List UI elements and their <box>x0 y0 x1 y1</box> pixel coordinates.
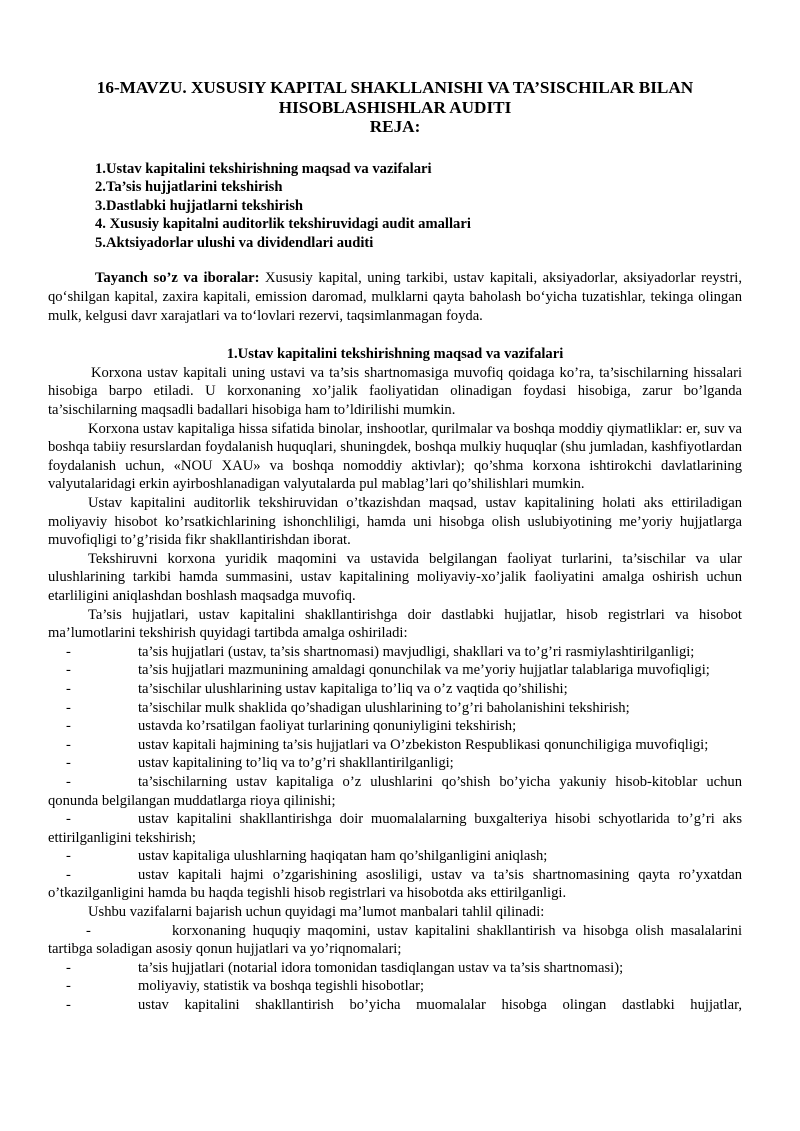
dash-marker: - <box>66 978 71 995</box>
dash-marker: - <box>66 773 71 790</box>
list-item: - ta’sis hujjatlari (notarial idora tomonidan tasdiqlangan ustav va ta’sis shartnomasi); <box>48 959 742 978</box>
list-item: - ustav kapitali hajmi o’zgarishining asosliligi, ustav va ta’sis shartnomasining qayta ro’yxatdan o’tkazilganligini hamda bu haqda tegishli hisob registrlari va hisobotda aks ettirilganligi. <box>48 866 742 902</box>
document-page <box>48 0 742 1015</box>
dash-marker: - <box>66 736 71 753</box>
dash-marker: - <box>66 699 71 716</box>
dash-marker: - <box>66 997 71 1014</box>
list-item: - korxonaning huquqiy maqomini, ustav kapitalini shakllantirish va hisobga olish masalalarini tartibga soladigan asosiy qonun hujjatlari va yo’riqnomalari; <box>48 922 742 958</box>
list-item: - moliyaviy, statistik va boshqa tegishli hisobotlar; <box>48 977 742 996</box>
list-item: - ta’sis hujjatlari mazmunining amaldagi qonunchilak va me’yoriy hujjatlar talablariga muvofiqligi; <box>48 661 742 680</box>
plan-item: 1.Ustav kapitalini tekshirishning maqsad va vazifalari <box>95 160 432 177</box>
title-line-2: HISOBLASHISHLAR AUDITI <box>278 97 512 117</box>
plan-list <box>48 160 742 253</box>
paragraph: Korxona ustav kapitali uning ustavi va ta’sis shartnomasiga muvofiq qoidaga ko’ra, ta’sischilarning hissalari hisobiga barpo etiladi. U korxonaning xo’jalik faoliyatidan olinadigan foydasi hisobiga, zarur bo’lganda ta’sischilarning maqsadli badallari hisobiga ham to’ldirilishi mumkin. <box>48 364 742 419</box>
list-item: - ta’sischilar ulushlarining ustav kapitaliga to’liq va o’z vaqtida qo’shilishi; <box>48 680 742 699</box>
title-line-3: REJA: <box>369 117 421 136</box>
dash-marker: - <box>66 662 71 679</box>
list-item: - ustav kapitalini shakllantirishga doir muomalalarning buxgalteriya hisobi schyotlarida to’g’ri aks ettirilganligini tekshirish; <box>48 811 742 846</box>
dash-marker: - <box>66 755 71 772</box>
plan-item: 2.Ta’sis hujjatlarini tekshirish <box>95 179 283 196</box>
plan-item: 4. Xususiy kapitalni auditorlik tekshiruvidagi audit amallari <box>95 216 471 233</box>
keywords-text: Xususiy kapital, uning tarkibi, ustav kapitali, aksiyadorlar, aksiyadorlar reystri, qo‘shilgan kapital, zaxira kapitali, emission daromad, mulklarni qayta baholash bo‘yicha tuzatishlar, tekinga olingan mulk, kelgusi davr xarajatlari va to‘lovlari rezervi, taqsimlanmagan foyda. <box>48 270 743 324</box>
document-title <box>48 78 742 137</box>
paragraph: Korxona ustav kapitaliga hissa sifatida binolar, inshootlar, qurilmalar va boshqa moddiy qiymatliklar: er, suv va boshqa tabiiy resurslardan foydalanish huquqlari, shuningdek, boshqa mulkiy huquqlar (shu jumladan, kashfiyotlardan foydalanish uchun, «NOU XAU» va boshqa nomoddiy aktivlar); qo’shma korxona ishtirokchi davlatlarining valyutalaridagi erkin ayirboshlanadigan valyutalarda pul mablag’lari qo’shilishlari mumkin. <box>48 420 742 493</box>
list-item: - ustav kapitaliga ulushlarning haqiqatan ham qo’shilganligini aniqlash; <box>48 847 742 866</box>
dash-marker: - <box>66 680 71 697</box>
keywords-paragraph <box>48 269 742 325</box>
paragraph: Ta’sis hujjatlari, ustav kapitalini shakllantirishga doir dastlabki hujjatlar, hisob registrlari va hisobot ma’lumotlarini tekshirish quyidagi tartibda amalga oshiriladi: <box>48 606 742 642</box>
dash-marker: - <box>66 718 71 735</box>
list-item: - ta’sis hujjatlari (ustav, ta’sis shartnomasi) mavjudligi, shakllari va to’g’ri rasmiylashtirilganligi; <box>48 643 742 662</box>
dash-marker: - <box>66 848 71 865</box>
list-item: - ta’sischilarning ustav kapitaliga o’z ulushlarini qo’shish bo’yicha yakuniy hisob-kitoblar uchun qonunda belgilangan muddatlarga rioya qilinishi; <box>48 773 742 809</box>
dash-marker: - <box>66 811 71 828</box>
paragraph-sources: Ushbu vazifalarni bajarish uchun quyidagi ma’lumot manbalari tahlil qilinadi: <box>88 904 545 921</box>
dash-marker: - <box>66 866 71 883</box>
list-item: - ustav kapitalining to’liq va to’g’ri shakllantirilganligi; <box>48 754 742 773</box>
list-item: - ustavda ko’rsatilgan faoliyat turlarining qonuniyligini tekshirish; <box>48 717 742 736</box>
dash-marker: - <box>86 922 91 939</box>
section-1-title: 1.Ustav kapitalini tekshirishning maqsad va vazifalari <box>226 346 564 363</box>
plan-item: 3.Dastlabki hujjatlarni tekshirish <box>95 197 303 214</box>
dash-list-requirements <box>48 643 742 903</box>
dash-marker: - <box>66 959 71 976</box>
title-line-1: 16-MAVZU. XUSUSIY KAPITAL SHAKLLANISHI VA TA’SISCHILAR BILAN <box>96 78 694 97</box>
paragraph: Tekshiruvni korxona yuridik maqomini va ustavida belgilangan faoliyat turlarini, ta’sischilar va ular ulushlarining tarkibi hamda summasini, ustav kapitalining moliyaviy-xo’jalik faoliyatini amalga oshirish uchun etarliligini aniqlashdan boshlash maqsadga muvofiq. <box>48 550 742 604</box>
keywords-label: Tayanch so’z va iboralar: <box>95 270 260 287</box>
paragraph: Ustav kapitalini auditorlik tekshiruvidan o’tkazishdan maqsad, ustav kapitalining holati aks ettiriladigan moliyaviy hisobot ko’rsatkichlarining ishonchliligi, hamda uni hisobga olish uslubiyotining me’yoriy hujjatlarga muvofiqligi to’g’risida fikr shakllantirishdan iborat. <box>48 495 742 549</box>
dash-list-sources <box>48 922 742 1015</box>
dash-marker: - <box>66 643 71 660</box>
list-item: - ta’sischilar mulk shaklida qo’shadigan ulushlarining to’g’ri baholanishini tekshirish; <box>48 699 742 718</box>
list-item: - ustav kapitali hajmining ta’sis hujjatlari va O’zbekiston Respublikasi qonunchiligiga muvofiqligi; <box>48 736 742 755</box>
plan-item: 5.Aktsiyadorlar ulushi va dividendlari auditi <box>95 234 374 251</box>
list-item: - ustav kapitalini shakllantirish bo’yicha muomalalar hisobga olingan dastlabki hujjatlar, <box>48 996 742 1015</box>
